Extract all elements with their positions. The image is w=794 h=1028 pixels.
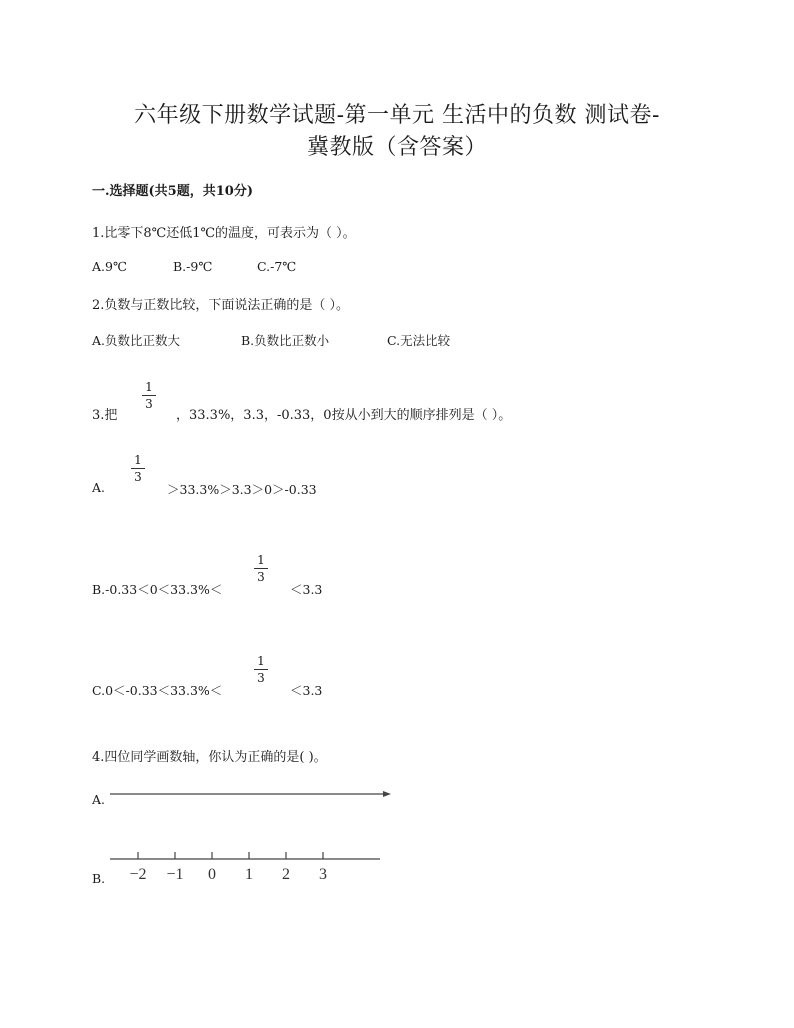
tick-label: −1: [166, 866, 184, 883]
fraction-denominator: 3: [257, 570, 265, 584]
fraction-bar: [254, 669, 268, 670]
question-1-option-a: A.9℃: [92, 259, 127, 274]
question-4-stem: 4.四位同学画数轴，你认为正确的是( )。: [92, 750, 327, 765]
question-2-option-a: A.负数比正数大: [92, 333, 181, 348]
fraction-denominator: 3: [145, 397, 153, 411]
question-2-stem: 2.负数与正数比较，下面说法正确的是（ ）。: [92, 298, 350, 313]
fraction-numerator: 1: [145, 380, 153, 394]
number-line-arrow-a: [108, 788, 398, 802]
question-1-stem: 1.比零下8℃还低1℃的温度，可表示为（ ）。: [92, 226, 356, 241]
fraction-denominator: 3: [257, 671, 265, 685]
question-1-option-c: C.-7℃: [257, 259, 297, 274]
question-3-stem: ，33.3%，3.3，-0.33，0按从小到大的顺序排列是（ ）。: [176, 408, 512, 423]
question-3-fraction: [142, 380, 156, 411]
question-3-option-a-prefix: A.: [92, 480, 106, 495]
question-2-option-c: C.无法比较: [387, 333, 451, 348]
number-line-b: [108, 848, 388, 888]
arrow-head-icon: [383, 791, 391, 797]
tick-label: 0: [208, 866, 216, 883]
fraction-numerator: 1: [257, 654, 265, 668]
option-a-fraction: [131, 453, 145, 484]
question-3-option-b-prefix: B.-0.33＜0＜33.3%＜: [92, 582, 223, 597]
fraction-numerator: 1: [134, 453, 142, 467]
question-3-option-c-prefix: C.0＜-0.33＜33.3%＜: [92, 683, 223, 698]
page-title-line1: 六年级下册数学试题-第一单元 生活中的负数 测试卷-: [134, 103, 660, 128]
fraction-numerator: 1: [257, 553, 265, 567]
question-4-option-b-label: B.: [92, 871, 106, 886]
question-1-option-b: B.-9℃: [173, 259, 213, 274]
section-heading: 一.选择题(共5题，共10分): [92, 184, 253, 199]
tick-label: −2: [129, 866, 147, 883]
tick-label: 3: [319, 866, 327, 883]
option-b-fraction: [254, 553, 268, 584]
fraction-bar: [142, 395, 156, 396]
question-3-option-a-suffix: ＞33.3%＞3.3＞0＞-0.33: [167, 482, 317, 497]
page-title-line2: 冀教版（含答案）: [306, 135, 487, 160]
question-3-prefix: 3.把: [92, 408, 118, 423]
question-4-option-a-label: A.: [92, 792, 106, 807]
tick-label: 2: [282, 866, 290, 883]
option-c-fraction: [254, 654, 268, 685]
fraction-bar: [131, 468, 145, 469]
question-3-option-c-suffix: ＜3.3: [290, 683, 323, 698]
question-2-option-b: B.负数比正数小: [241, 333, 330, 348]
tick-label: 1: [245, 866, 253, 883]
question-3-option-b-suffix: ＜3.3: [290, 582, 323, 597]
fraction-bar: [254, 568, 268, 569]
fraction-denominator: 3: [134, 470, 142, 484]
